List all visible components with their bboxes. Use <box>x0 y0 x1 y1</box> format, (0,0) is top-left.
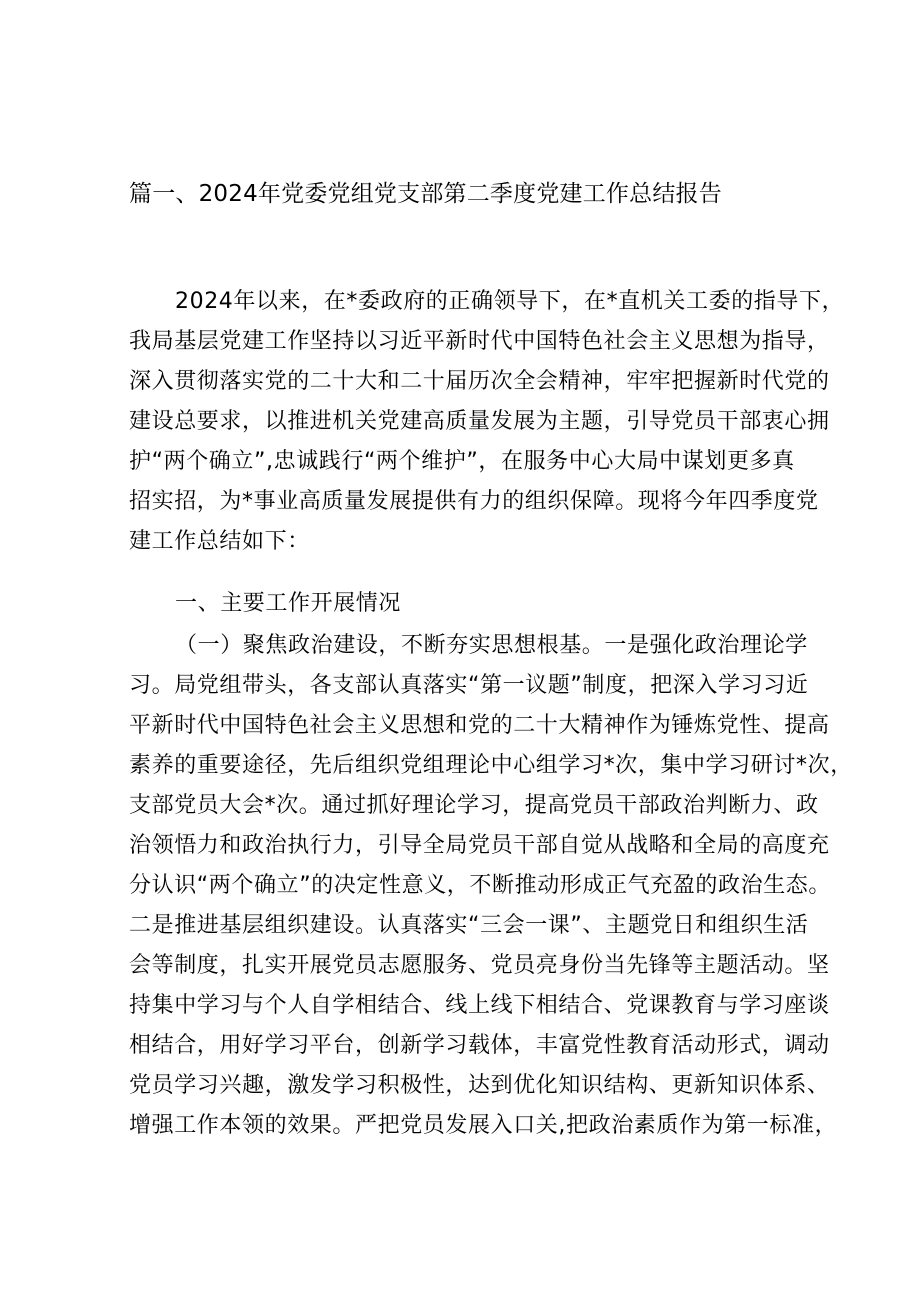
document-title: 篇一、2024年党委党组党支部第二季度党建工作总结报告 <box>129 181 722 207</box>
paragraph-line: 习。局党组带头，各支部认真落实“第一议题”制度，把深入学习习近 <box>129 673 809 698</box>
section-heading: 一、主要工作开展情况 <box>175 591 402 616</box>
paragraph-line: 招实招，为*事业高质量发展提供有力的组织保障。现将今年四季度党 <box>129 489 819 514</box>
paragraph-line: 治领悟力和政治执行力，引导全局党员干部自觉从战略和全局的高度充 <box>129 833 830 858</box>
paragraph-line: 素养的重要途径，先后组织党组理论中心组学习*次，集中学习研讨*次， <box>129 753 853 778</box>
paragraph-line: （一）聚焦政治建设，不断夯实思想根基。一是强化政治理论学 <box>175 633 808 658</box>
paragraph-line: 平新时代中国特色社会主义思想和党的二十大精神作为锤炼党性、提高 <box>129 713 830 738</box>
paragraph-line: 增强工作本领的效果。严把党员发展入口关,把政治素质作为第一标准， <box>129 1113 838 1138</box>
paragraph-line: 会等制度，扎实开展党员志愿服务、党员亮身份当先锋等主题活动。坚 <box>129 953 830 978</box>
paragraph-line: 我局基层党建工作坚持以习近平新时代中国特色社会主义思想为指导， <box>129 329 830 354</box>
paragraph-line: 党员学习兴趣，激发学习积极性，达到优化知识结构、更新知识体系、 <box>129 1073 830 1098</box>
paragraph-line: 分认识“两个确立”的决定性意义，不断推动形成正气充盈的政治生态。 <box>129 873 831 898</box>
paragraph-line: 建工作总结如下： <box>129 529 310 554</box>
paragraph-line: 相结合，用好学习平台，创新学习载体，丰富党性教育活动形式，调动 <box>129 1033 830 1058</box>
paragraph-line: 建设总要求，以推进机关党建高质量发展为主题，引导党员干部衷心拥 <box>129 409 830 434</box>
paragraph-line: 持集中学习与个人自学相结合、线上线下相结合、党课教育与学习座谈 <box>129 993 830 1018</box>
paragraph-line: 二是推进基层组织建设。认真落实“三会一课”、主题党日和组织生活 <box>129 913 809 938</box>
paragraph-line: 2024年以来，在*委政府的正确领导下，在*直机关工委的指导下， <box>175 289 845 314</box>
paragraph-line: 支部党员大会*次。通过抓好理论学习，提高党员干部政治判断力、政 <box>129 793 819 818</box>
paragraph-line: 护“两个确立”,忠诚践行“两个维护”，在服务中心大局中谋划更多真 <box>129 449 795 474</box>
paragraph-line: 深入贯彻落实党的二十大和二十届历次全会精神，牢牢把握新时代党的 <box>129 369 830 394</box>
